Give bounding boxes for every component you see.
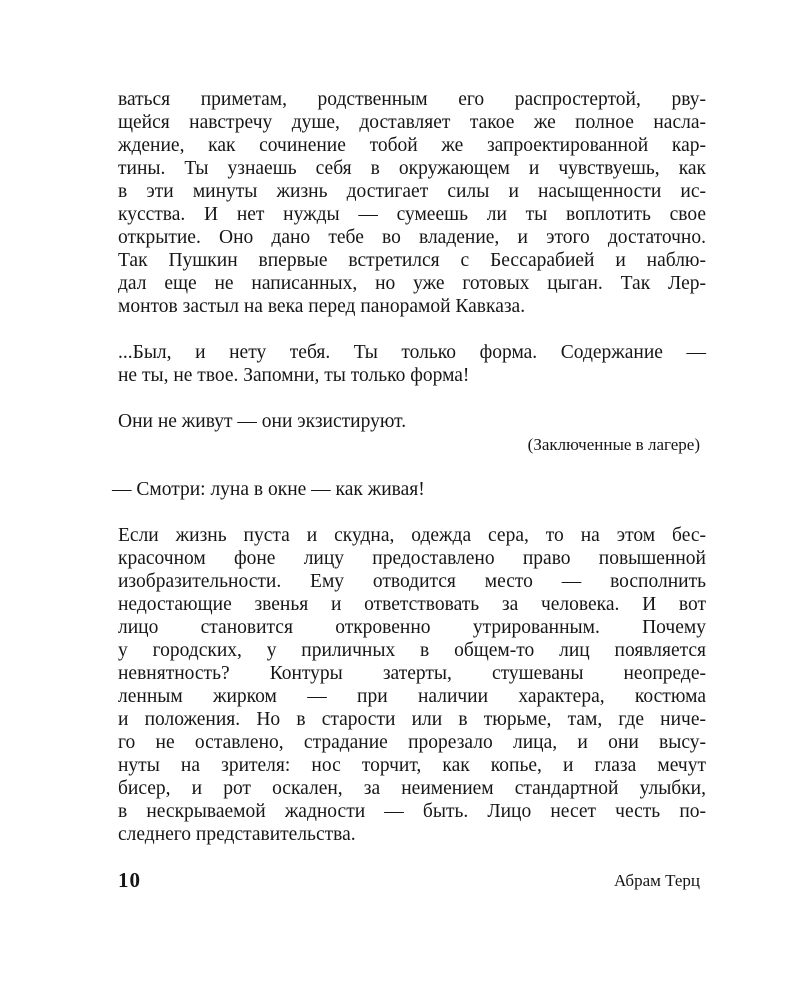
text-line: не ты, не твое. Запомни, ты только форма! [118,365,470,386]
text-line: бисер, и рот оскален, за неимением стандартной улыбки, [118,778,706,799]
text-line: ...Был, и нету тебя. Ты только форма. Содержание — [118,342,706,363]
text-line: ленным жирком — при наличии характера, костюма [118,686,706,707]
dialog-line: — Смотри: луна в окне — как живая! [112,479,425,500]
attribution: (Заключенные в лагере) [527,435,700,454]
text-line: дал еще не написанных, но уже готовых цыган. Так Лер- [118,273,706,294]
text-line: и положения. Но в старости или в тюрьме, там, где ниче- [118,709,706,730]
text-line: в эти минуты жизнь достигает силы и насыщенности ис- [118,181,706,202]
text-line: го не оставлено, страдание прорезало лица, и они высу- [118,732,706,753]
text-line: ваться приметам, родственным его распростертой, рву- [118,89,706,110]
text-line: открытие. Оно дано тебе во владение, и этого достаточно. [118,227,706,248]
text-line: тины. Ты узнаешь себя в окружающем и чувствуешь, как [118,158,706,179]
text-line: нуты на зрителя: нос торчит, как копье, и глаза мечут [118,755,706,776]
text-line: изобразительности. Ему отводится место — восполнить [118,571,706,592]
text-line: монтов застыл на века перед панорамой Кавказа. [118,296,526,317]
text-line: следнего представительства. [118,824,356,845]
text-line: у городских, у приличных в общем-то лиц появляется [118,640,706,661]
text-line: кусства. И нет нужды — сумеешь ли ты воплотить свое [118,204,706,225]
page-number: 10 [118,868,141,892]
text-line: невнятность? Контуры затерты, стушеваны неопреде- [118,663,706,684]
text-line: лицо становится откровенно утрированным. Почему [118,617,706,638]
text-line: красочном фоне лицу предоставлено право повышенной [118,548,706,569]
running-head-author: Абрам Терц [614,871,700,890]
text-line: недостающие звенья и ответствовать за человека. И вот [118,594,706,615]
text-line: Если жизнь пуста и скудна, одежда сера, то на этом бес- [118,525,706,546]
text-line: Они не живут — они экзистируют. [118,411,407,432]
text-line: Так Пушкин впервые встретился с Бессарабией и наблю- [118,250,706,271]
text-line: в нескрываемой жадности — быть. Лицо несет честь по- [118,801,706,822]
text-line: ждение, как сочинение тобой же запроектированной кар- [118,135,706,156]
text-line: щейся навстречу душе, доставляет такое же полное насла- [118,112,706,133]
